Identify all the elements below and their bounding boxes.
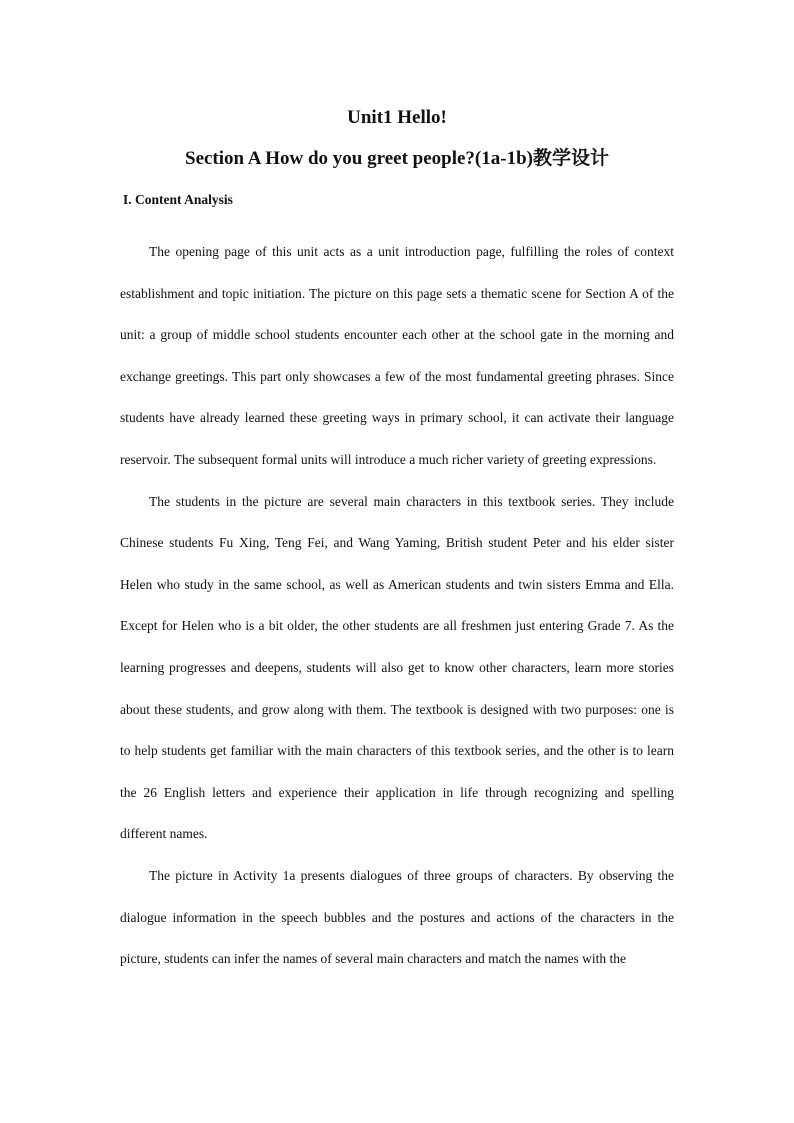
paragraph-main-characters: The students in the picture are several main characters in this textbook series. They include Chinese students Fu Xing, Teng Fei, and Wang Yaming, British student Peter and his elder sister Helen who study in the same school, as well as American students and twin sisters Emma and Ella. Except for Helen who is a bit older, the other students are all freshmen just entering Grade 7. As the learning progresses and deepens, students will also get to know other characters, learn more stories about these students, and grow along with them. The textbook is designed with two purposes: one is to help students get familiar with the main characters of this textbook series, and the other is to learn the 26 English letters and experience their application in life through recognizing and spelling different names. bbox=[120, 493, 674, 842]
paragraph-unit-introduction: The opening page of this unit acts as a unit introduction page, fulfilling the roles of context establishment and topic initiation. The picture on this page sets a thematic scene for Section A of the unit: a group of middle school students encounter each other at the school gate in the morning and exchange greetings. This part only showcases a few of the most fundamental greeting phrases. Since students have already learned these greeting ways in primary school, it can activate their language reservoir. The subsequent formal units will introduce a much richer variety of greeting expressions. bbox=[120, 244, 674, 467]
unit-title: Unit1 Hello! bbox=[347, 107, 447, 128]
section-title: Section A How do you greet people?(1a-1b)教学设计 bbox=[185, 148, 609, 169]
body-text bbox=[120, 231, 674, 980]
paragraph-activity-1a: The picture in Activity 1a presents dialogues of three groups of characters. By observing the dialogue information in the speech bubbles and the postures and actions of the characters in the picture, students can infer the names of several main characters and match the names with the bbox=[120, 867, 674, 967]
content-analysis-heading: I. Content Analysis bbox=[123, 192, 233, 207]
